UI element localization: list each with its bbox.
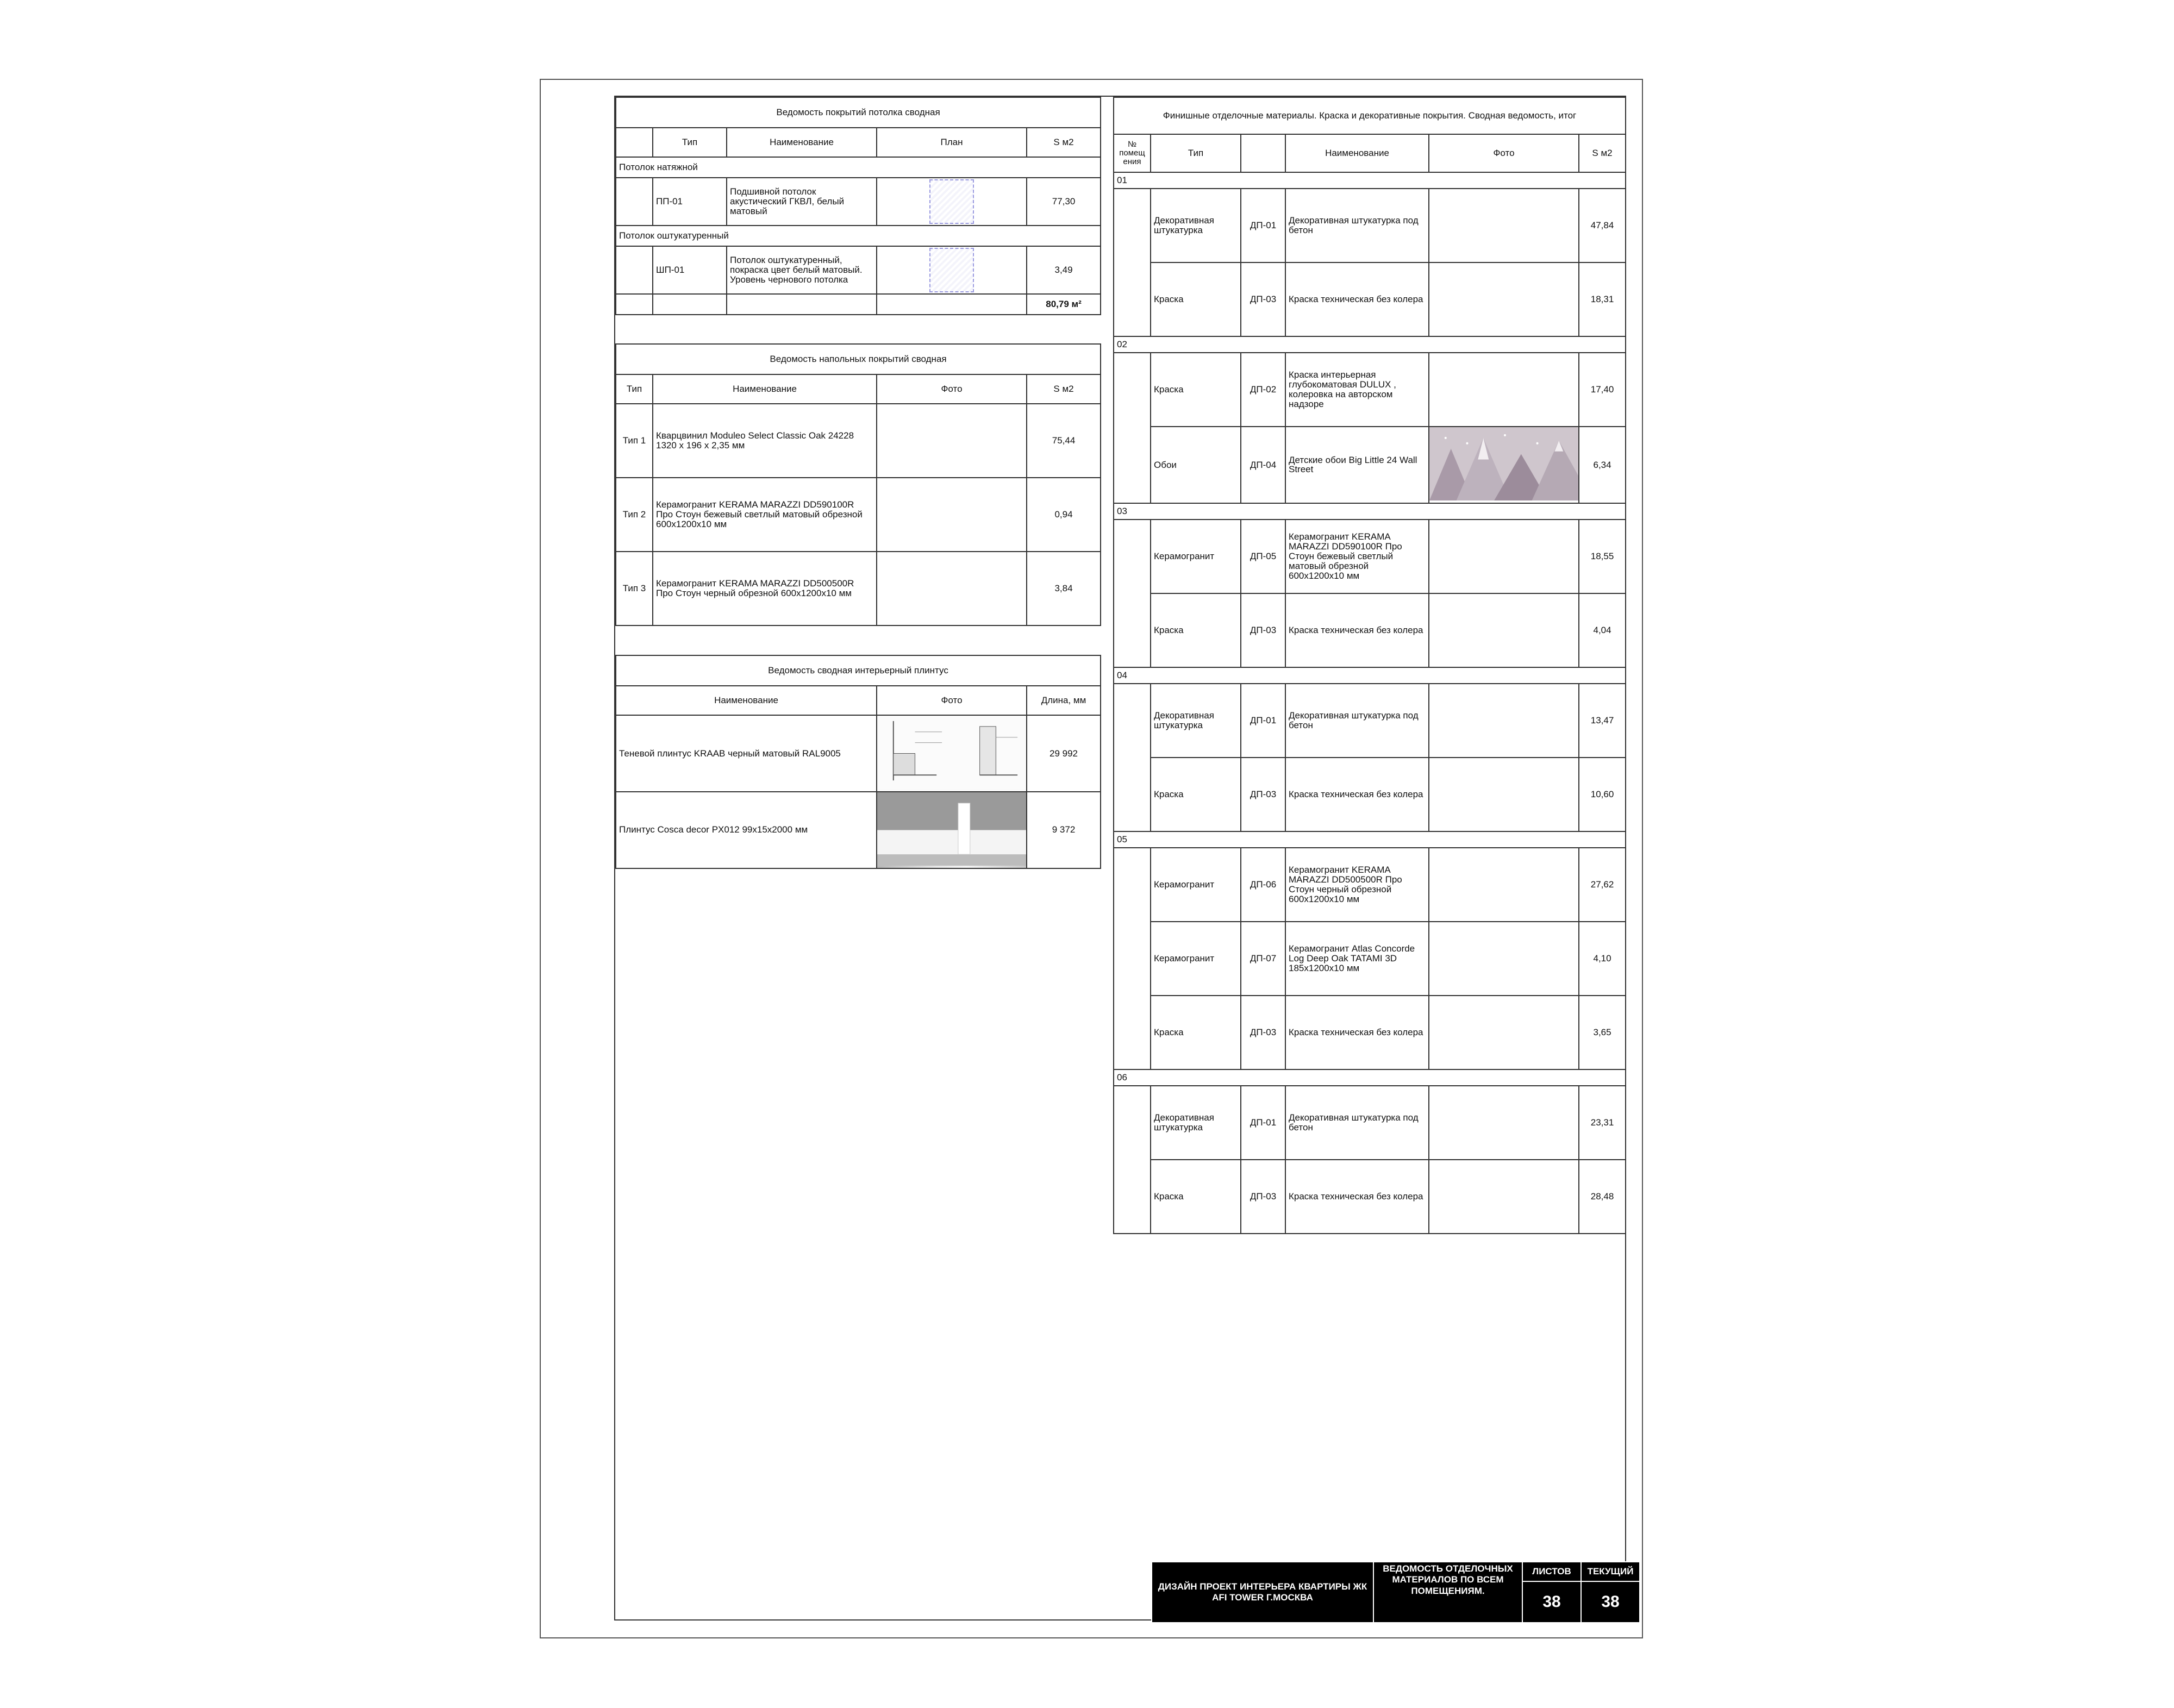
plinth-length: 9 372 [1027,792,1101,868]
finish-area: 4,10 [1579,922,1626,996]
wallpaper-swatch [1429,427,1578,503]
room-number: 05 [1114,831,1626,848]
table-row [616,178,1101,226]
floor-name: Кварцвинил Moduleo Select Classic Oak 24228 1320 х 196 х 2,35 мм [653,404,877,478]
finish-type: Краска [1151,758,1241,831]
finish-code: ДП-03 [1241,996,1285,1069]
table-row [1114,336,1626,353]
finish-type: Декоративная штукатурка [1151,189,1241,262]
ceiling-title: Ведомость покрытий потолка сводная [616,97,1101,128]
finish-name: Декоративная штукатурка под бетон [1285,684,1429,758]
table-row [616,128,1101,157]
finish-code: ДП-01 [1241,1086,1285,1160]
finish-photo [1429,922,1579,996]
finish-type: Декоративная штукатурка [1151,1086,1241,1160]
finish-name: Декоративная штукатурка под бетон [1285,189,1429,262]
ceiling-header: Тип [653,128,727,157]
room-blank-cell [1114,684,1151,831]
finish-name: Краска техническая без колера [1285,262,1429,336]
floor-header: Тип [616,374,653,404]
table-row [616,478,1101,552]
finish-photo [1429,758,1579,831]
table-row [1114,922,1626,996]
floor-title: Ведомость напольных покрытий сводная [616,344,1101,374]
ceiling-schedule-table [615,97,1101,315]
finish-photo [1429,427,1579,503]
blank-cell [616,246,653,294]
finish-photo [1429,848,1579,922]
ceiling-header: План [877,128,1027,157]
ceiling-area: 3,49 [1027,246,1101,294]
plinth-name: Теневой плинтус KRAAB черный матовый RAL9005 [616,715,877,792]
table-row [616,344,1101,374]
finish-type: Керамогранит [1151,848,1241,922]
stamp-sheet-title: ВЕДОМОСТЬ ОТДЕЛОЧНЫХ МАТЕРИАЛОВ ПО ВСЕМ ПОМЕЩЕНИЯМ. [1373,1562,1522,1623]
finish-header [1241,134,1285,172]
ceiling-plan-icon [929,179,974,224]
room-number: 06 [1114,1069,1626,1086]
finish-header: № помещ ения [1114,134,1151,172]
finish-code: ДП-03 [1241,593,1285,667]
floor-photo [877,404,1027,478]
ceiling-name: Подшивной потолок акустический ГКВЛ, белый матовый [727,178,877,226]
mountains-pattern [1429,427,1578,500]
table-row [1114,97,1626,134]
table-row [1114,1160,1626,1234]
table-row [1114,593,1626,667]
table-row [616,655,1101,686]
room-blank-cell [1114,848,1151,1069]
table-row [1114,503,1626,520]
finish-code: ДП-03 [1241,262,1285,336]
floor-name: Керамогранит KERAMA MARAZZI DD500500R Про Стоун черный обрезной 600x1200x10 мм [653,552,877,625]
finish-area: 6,34 [1579,427,1626,503]
finish-code: ДП-07 [1241,922,1285,996]
floor-area: 75,44 [1027,404,1101,478]
finish-code: ДП-04 [1241,427,1285,503]
floor-photo [877,478,1027,552]
finish-header: Фото [1429,134,1579,172]
table-row [616,246,1101,294]
table-row [1114,848,1626,922]
table-row [616,97,1101,128]
finish-type: Краска [1151,996,1241,1069]
finish-code: ДП-05 [1241,520,1285,593]
finish-code: ДП-03 [1241,758,1285,831]
finish-name: Краска техническая без колера [1285,758,1429,831]
stamp-current-sheet: 38 [1581,1581,1640,1623]
ceiling-plan-cell [877,178,1027,226]
finish-photo [1429,189,1579,262]
plinth-header: Наименование [616,686,877,715]
finish-name: Керамогранит KERAMA MARAZZI DD590100R Про Стоун бежевый светлый матовый обрезной 600x1200x10 мм [1285,520,1429,593]
stamp-sheets-count: 38 [1522,1581,1581,1623]
plinth-schedule-table [615,655,1101,869]
skirting-board-image [877,792,1026,866]
ceiling-plan-icon [929,248,974,292]
finish-area: 17,40 [1579,353,1626,427]
finish-type: Керамогранит [1151,922,1241,996]
plinth-drawing [877,716,1026,791]
finish-code: ДП-06 [1241,848,1285,922]
table-row [1114,667,1626,684]
finish-area: 28,48 [1579,1160,1626,1234]
room-blank-cell [1114,1086,1151,1234]
ceiling-section-title: Потолок натяжной [616,157,1101,178]
finish-type: Краска [1151,353,1241,427]
floor-header: Фото [877,374,1027,404]
stamp-current-label: ТЕКУЩИЙ [1581,1562,1640,1581]
stamp-sheets-label: ЛИСТОВ [1522,1562,1581,1581]
finish-name: Детские обои Big Little 24 Wall Street [1285,427,1429,503]
finish-photo [1429,593,1579,667]
finish-photo [1429,353,1579,427]
table-row [1114,684,1626,758]
finish-type: Краска [1151,1160,1241,1234]
floor-schedule-table [615,343,1101,626]
finish-photo [1429,262,1579,336]
table-row [1114,1069,1626,1086]
stamp-project: ДИЗАЙН ПРОЕКТ ИНТЕРЬЕРА КВАРТИРЫ ЖК AFI TOWER Г.МОСКВА [1152,1562,1373,1623]
finish-area: 18,55 [1579,520,1626,593]
ceiling-name: Потолок оштукатуренный, покраска цвет белый матовый. Уровень чернового потолка [727,246,877,294]
finish-area: 13,47 [1579,684,1626,758]
plinth-title: Ведомость сводная интерьерный плинтус [616,655,1101,686]
ceiling-header: Наименование [727,128,877,157]
table-row [1114,831,1626,848]
table-row [1114,262,1626,336]
table-row [1114,520,1626,593]
table-row [1114,134,1626,172]
plinth-photo [877,792,1027,868]
ceiling-header: S м2 [1027,128,1101,157]
table-row [1114,758,1626,831]
table-row [616,792,1101,868]
floor-type: Тип 2 [616,478,653,552]
finish-header: S м2 [1579,134,1626,172]
finish-photo [1429,1086,1579,1160]
blank-cell [653,294,727,315]
finish-title: Финишные отделочные материалы. Краска и декоративные покрытия. Сводная ведомость, итог [1114,97,1626,134]
ceiling-area: 77,30 [1027,178,1101,226]
finish-name: Керамогранит KERAMA MARAZZI DD500500R Про Стоун черный обрезной 600x1200x10 мм [1285,848,1429,922]
finish-header: Тип [1151,134,1241,172]
ceiling-type: ПП-01 [653,178,727,226]
ceiling-total: 80,79 м² [1027,294,1101,315]
floor-area: 3,84 [1027,552,1101,625]
finish-type: Краска [1151,262,1241,336]
finish-area: 3,65 [1579,996,1626,1069]
plinth-photo [877,715,1027,792]
floor-area: 0,94 [1027,478,1101,552]
finish-photo [1429,520,1579,593]
finish-photo [1429,684,1579,758]
plinth-photo [877,792,1026,868]
table-row [1114,189,1626,262]
blank-cell [877,294,1027,315]
table-row [1114,996,1626,1069]
ceiling-plan-cell [877,246,1027,294]
finish-area: 4,04 [1579,593,1626,667]
blank-cell [616,178,653,226]
room-blank-cell [1114,189,1151,336]
finish-type: Керамогранит [1151,520,1241,593]
table-row [616,552,1101,625]
finish-code: ДП-02 [1241,353,1285,427]
floor-header: S м2 [1027,374,1101,404]
floor-name: Керамогранит KERAMA MARAZZI DD590100R Про Стоун бежевый светлый матовый обрезной 600x1200x10 мм [653,478,877,552]
plinth-section-drawing [877,716,1026,789]
room-number: 04 [1114,667,1626,684]
finish-name: Краска техническая без колера [1285,996,1429,1069]
finish-area: 47,84 [1579,189,1626,262]
floor-type: Тип 1 [616,404,653,478]
finish-name: Краска техническая без колера [1285,593,1429,667]
plinth-header: Фото [877,686,1027,715]
table-row [616,686,1101,715]
room-number: 03 [1114,503,1626,520]
table-row [1114,172,1626,189]
table-row [616,294,1101,315]
ceiling-section-title: Потолок оштукатуренный [616,226,1101,246]
title-block [1151,1561,1640,1623]
plinth-length: 29 992 [1027,715,1101,792]
finish-name: Краска техническая без колера [1285,1160,1429,1234]
blank-cell [616,294,653,315]
finish-area: 10,60 [1579,758,1626,831]
finish-area: 23,31 [1579,1086,1626,1160]
table-row [616,715,1101,792]
finish-code: ДП-01 [1241,189,1285,262]
ceiling-type: ШП-01 [653,246,727,294]
plinth-name: Плинтус Cosca decor PX012 99x15x2000 мм [616,792,877,868]
room-blank-cell [1114,520,1151,667]
finish-code: ДП-01 [1241,684,1285,758]
table-row [616,226,1101,246]
finish-materials-table [1113,97,1626,1234]
finish-area: 27,62 [1579,848,1626,922]
blank-cell [727,294,877,315]
finish-name: Декоративная штукатурка под бетон [1285,1086,1429,1160]
floor-type: Тип 3 [616,552,653,625]
finish-name: Керамогранит Atlas Concorde Log Deep Oak TATAMI 3D 185x1200x10 мм [1285,922,1429,996]
finish-type: Краска [1151,593,1241,667]
finish-name: Краска интерьерная глубокоматовая DULUX , колеровка на авторском надзоре [1285,353,1429,427]
plinth-header: Длина, мм [1027,686,1101,715]
table-row [616,157,1101,178]
finish-type: Декоративная штукатурка [1151,684,1241,758]
room-blank-cell [1114,353,1151,503]
table-row [1114,353,1626,427]
finish-photo [1429,996,1579,1069]
table-row [616,404,1101,478]
finish-type: Обои [1151,427,1241,503]
finish-header: Наименование [1285,134,1429,172]
table-row [1114,1086,1626,1160]
finish-code: ДП-03 [1241,1160,1285,1234]
table-row [616,374,1101,404]
room-number: 02 [1114,336,1626,353]
room-number: 01 [1114,172,1626,189]
ceiling-header [616,128,653,157]
floor-photo [877,552,1027,625]
table-row [1114,427,1626,503]
finish-photo [1429,1160,1579,1234]
floor-header: Наименование [653,374,877,404]
finish-area: 18,31 [1579,262,1626,336]
